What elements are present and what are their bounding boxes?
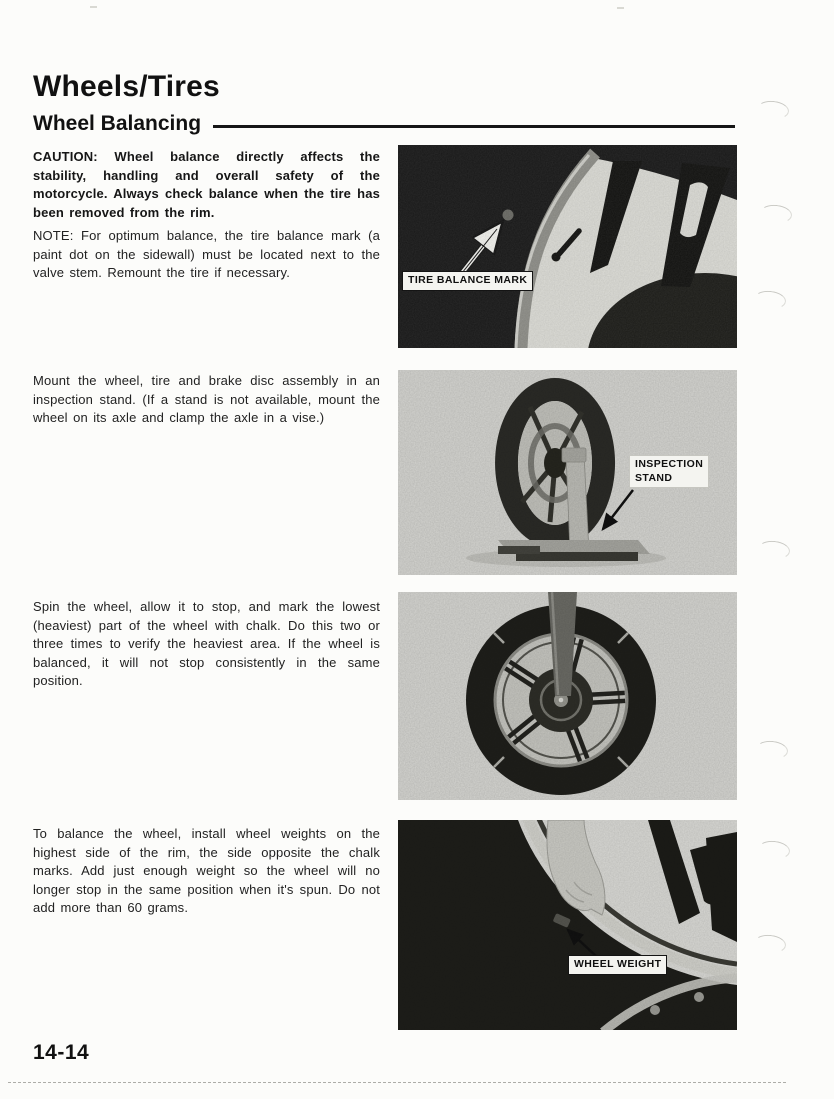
binding-mark [755,739,789,760]
figure-wheel-front-view [398,592,737,800]
section-title: Wheel Balancing [33,112,202,135]
wheel-weight-label: WHEEL WEIGHT [568,955,667,975]
page-title: Wheels/Tires [33,70,220,103]
balance-paragraph: To balance the wheel, install wheel weights on the highest side of the rim, the side opposite the chalk marks. Add just enough weight so the wheel will no longer stop in the same position when it's spun. Do not add more than 60 grams. [33,826,380,915]
scan-artifact [617,7,624,9]
wheel-weight-photo [398,820,737,1030]
binding-mark [757,539,791,560]
figure-tire-balance-mark [398,145,737,348]
scan-edge-line [8,1082,786,1083]
section-rule [213,125,735,128]
binding-mark [757,839,791,860]
binding-mark [753,933,787,954]
binding-mark [753,289,787,310]
tire-balance-mark-label: TIRE BALANCE MARK [402,271,533,291]
figure-wheel-weight [398,820,737,1030]
caution-paragraph: CAUTION: Wheel balance directly affects the stability, handling and overall safety of the motorcycle. Always check balance when the tire has been removed from the rim. [33,149,380,220]
page-number: 14-14 [33,1041,90,1064]
mount-paragraph: Mount the wheel, tire and brake disc assembly in an inspection stand. (If a stand is not available, mount the wheel on its axle and clamp the axle in a vise.) [33,373,380,425]
binding-mark [759,203,793,224]
inspection-stand-label [629,455,709,488]
tire-balance-mark-photo [398,145,737,348]
inspection-stand-label-line1: INSPECTION [635,458,704,470]
binding-mark [756,99,790,120]
inspection-stand-label-line2: STAND [635,471,673,484]
figure-inspection-stand [398,370,737,575]
scan-artifact [90,6,97,8]
wheel-front-view-photo [398,592,737,800]
note-paragraph: NOTE: For optimum balance, the tire balance mark (a paint dot on the sidewall) must be located next to the valve stem. Remount the tire if necessary. [33,228,380,280]
spin-paragraph: Spin the wheel, allow it to stop, and mark the lowest (heaviest) part of the wheel with chalk. Do this two or three times to verify the heaviest area. If the wheel is balanced, it will not stop consistently in the same position. [33,599,380,688]
